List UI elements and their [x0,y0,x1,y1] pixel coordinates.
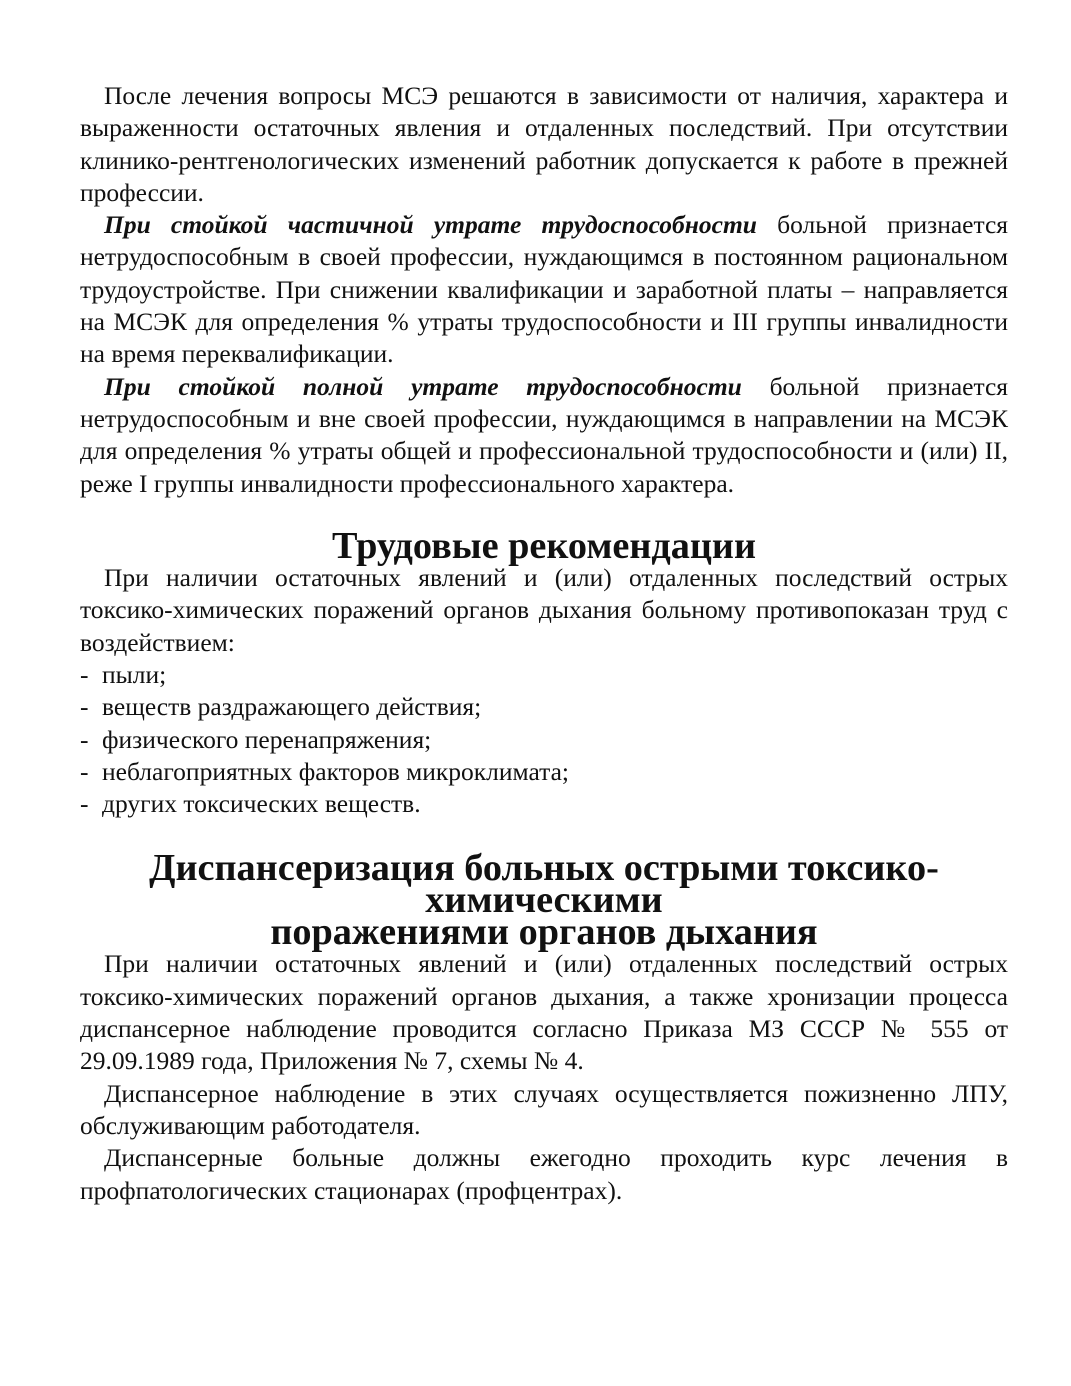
contraindications-list [80,659,1008,820]
list-item [80,691,1008,723]
partial-disability-text: больной признается нетрудоспособным в своей профессии, нуждающимся в постоянном рациональном трудоустройстве. При снижении квалификации и заработной платы – направляется на МСЭК для определения % утраты трудоспособности и III группы инвалидности на время переквалификации. [80,210,1009,369]
mse-paragraph-partial-disability [80,209,1008,370]
dispensary-heading-line-2: поражениями органов дыхания [270,911,818,954]
dispensary-heading-line-1: Диспансеризация больных острыми токсико-химическими [149,846,939,921]
list-marker: - [80,660,89,690]
list-marker: - [80,692,89,722]
full-disability-lead: При стойкой полной утрате трудоспособности [104,371,742,401]
list-marker: - [80,724,89,754]
list-item-text: других токсических веществ. [102,789,421,819]
list-marker: - [80,789,89,819]
full-disability-text: больной признается нетрудоспособным и вне своей профессии, нуждающимся в направлении на МСЭК для определения % утраты общей и профессиональной трудоспособности и (или) II, реже I группы инвалидности профессионального характера. [80,371,1009,498]
mse-paragraph-full-disability [80,371,1008,500]
work-recommendations-intro: При наличии остаточных явлений и (или) отдаленных последствий острых токсико-химических поражений органов дыхания больному противопоказан труд с воздействием: [80,563,1008,657]
dispensary-paragraph-2: Диспансерное наблюдение в этих случаях осуществляется пожизненно ЛПУ, обслуживающим работодателя. [80,1078,1008,1140]
list-item-text: пыли; [102,660,167,690]
work-recommendations-heading: Трудовые рекомендации [332,524,756,567]
list-item-text: веществ раздражающего действия; [102,692,482,722]
list-item [80,788,1008,820]
list-item [80,659,1008,691]
dispensary-paragraph-3: Диспансерные больные должны ежегодно проходить курс лечения в профпатологических стационарах (профцентрах). [80,1143,1008,1205]
document-page [80,80,1008,1207]
list-item [80,724,1008,756]
dispensary-heading [80,846,1008,954]
list-item [80,756,1008,788]
list-item-text: физического перенапряжения; [102,724,432,754]
mse-paragraph-1: После лечения вопросы МСЭ решаются в зависимости от наличия, характера и выраженности остаточных явления и отдаленных последствий. При отсутствии клинико-рентгенологических изменений работник допускается к работе в прежней профессии. [80,81,1008,207]
list-marker: - [80,756,89,786]
list-item-text: неблагоприятных факторов микроклимата; [102,756,570,786]
partial-disability-lead: При стойкой частичной утрате трудоспособности [104,210,757,240]
dispensary-paragraph-1: При наличии остаточных явлений и (или) отдаленных последствий острых токсико-химических поражений органов дыхания, а также хронизации процесса диспансерное наблюдение проводится согласно Приказа МЗ СССР № 555 от 29.09.1989 года, Приложения № 7, схемы № 4. [80,949,1008,1076]
